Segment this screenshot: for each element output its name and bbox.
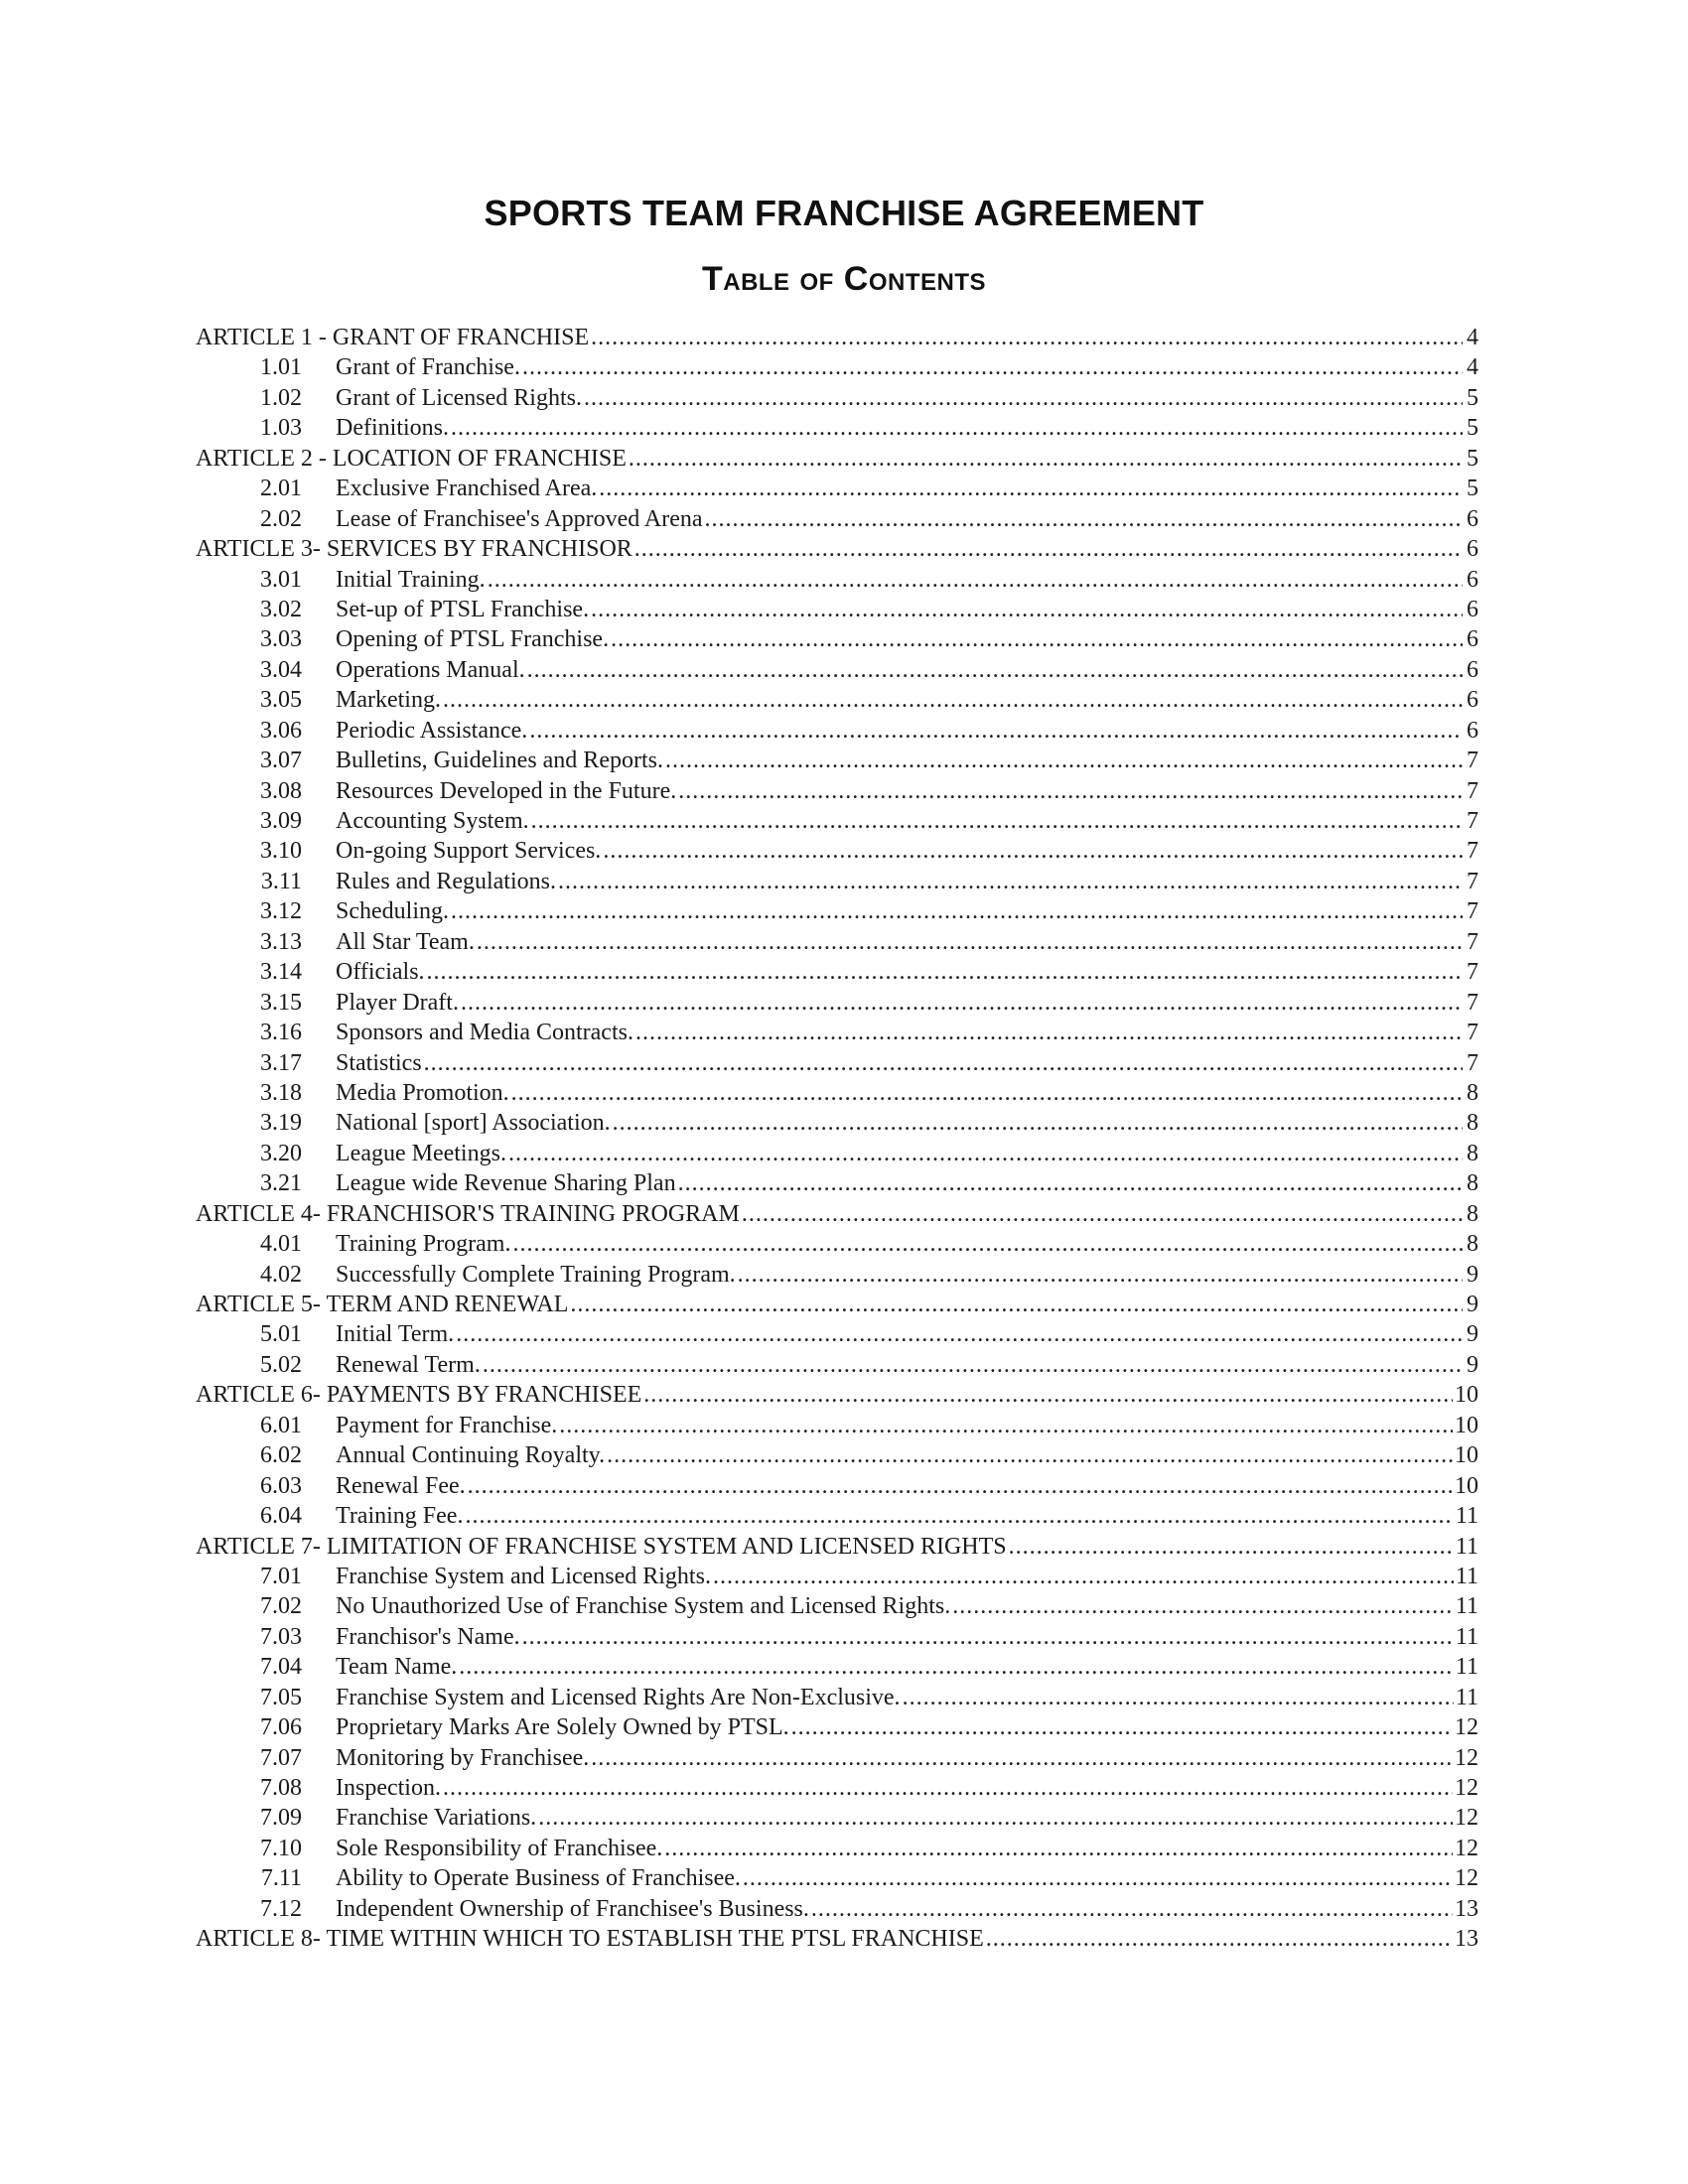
toc-section-entry[interactable]: [196, 1471, 1478, 1501]
toc-section-title: Marketing.: [336, 687, 441, 714]
dot-leader: [705, 504, 1463, 534]
dot-leader: [591, 595, 1463, 624]
dot-leader: [483, 1350, 1463, 1380]
toc-page-number: 7: [1467, 1020, 1478, 1046]
toc-article-entry[interactable]: [196, 1532, 1478, 1562]
toc-section-title: Statistics: [336, 1049, 422, 1076]
toc-section-number: 3.14: [260, 959, 302, 986]
toc-page-number: 9: [1467, 1261, 1478, 1288]
toc-section-entry[interactable]: [196, 1562, 1478, 1591]
toc-section-title: Rules and Regulations.: [336, 868, 556, 894]
toc-section-title: National [sport] Association.: [336, 1110, 611, 1137]
toc-page-number: 6: [1467, 717, 1478, 744]
dot-leader: [634, 534, 1463, 564]
toc-section-number: 6.01: [260, 1412, 302, 1438]
dot-leader: [508, 1139, 1463, 1168]
toc-section-number: 7.04: [260, 1654, 302, 1681]
toc-page-number: 11: [1455, 1684, 1478, 1710]
dot-leader: [456, 1319, 1463, 1349]
toc-section-entry[interactable]: [196, 655, 1478, 685]
toc-page-number: 12: [1455, 1714, 1478, 1741]
toc-section-entry[interactable]: [196, 957, 1478, 987]
toc-page-number: 9: [1467, 1292, 1478, 1317]
dot-leader: [743, 1863, 1453, 1893]
toc-section-entry[interactable]: [196, 1712, 1478, 1742]
toc-section-title: Training Fee.: [336, 1503, 464, 1530]
dot-leader: [603, 836, 1463, 866]
toc-article-entry[interactable]: [196, 1380, 1478, 1410]
toc-section-entry[interactable]: [196, 1652, 1478, 1682]
toc-section-number: 3.05: [260, 687, 302, 714]
toc-section-title: Opening of PTSL Franchise.: [336, 626, 610, 653]
toc-page-number: 11: [1455, 1503, 1478, 1530]
toc-section-entry[interactable]: [196, 413, 1478, 443]
dot-leader: [635, 1018, 1463, 1047]
toc-page-number: 12: [1455, 1775, 1478, 1801]
toc-page-number: 5: [1467, 415, 1478, 442]
toc-section-number: 3.17: [260, 1049, 302, 1076]
toc-section-title: Franchise System and Licensed Rights.: [336, 1563, 711, 1589]
toc-section-number: 2.02: [260, 505, 302, 532]
toc-page-number: 7: [1467, 928, 1478, 955]
toc-section-number: 3.04: [260, 656, 302, 683]
toc-section-title: Initial Term.: [336, 1321, 455, 1348]
toc-section-title: Renewal Term.: [336, 1351, 481, 1378]
toc-section-title: Resources Developed in the Future.: [336, 777, 677, 804]
toc-page-number: 6: [1467, 687, 1478, 714]
toc-page-number: 6: [1467, 626, 1478, 653]
dot-leader: [512, 1229, 1463, 1259]
toc-section-entry[interactable]: [196, 474, 1478, 503]
dot-leader: [424, 1048, 1463, 1078]
toc-section-title: Grant of Franchise.: [336, 354, 520, 381]
dot-leader: [451, 413, 1463, 443]
toc-section-entry[interactable]: [196, 1168, 1478, 1198]
toc-section-number: 3.15: [260, 989, 302, 1016]
toc-section-title: Grant of Licensed Rights.: [336, 384, 582, 411]
toc-page-number: 7: [1467, 808, 1478, 834]
dot-leader: [713, 1562, 1454, 1591]
toc-section-title: Successfully Complete Training Program.: [336, 1261, 736, 1288]
dot-leader: [1009, 1532, 1454, 1562]
dot-leader: [451, 896, 1463, 926]
toc-section-number: 3.01: [260, 566, 302, 593]
toc-article-title: ARTICLE 5- TERM AND RENEWAL: [196, 1292, 569, 1317]
toc-section-number: 7.02: [260, 1593, 302, 1620]
toc-section-number: 7.11: [260, 1865, 302, 1892]
table-of-contents: [196, 323, 1478, 1955]
dot-leader: [811, 1894, 1453, 1924]
dot-leader: [443, 685, 1463, 715]
toc-section-number: 3.06: [260, 717, 302, 744]
toc-page-number: 8: [1467, 1110, 1478, 1137]
toc-page-number: 7: [1467, 989, 1478, 1016]
toc-section-title: League Meetings.: [336, 1140, 506, 1166]
dot-leader: [903, 1683, 1454, 1712]
toc-section-entry[interactable]: [196, 1229, 1478, 1259]
toc-section-entry[interactable]: [196, 988, 1478, 1018]
toc-section-number: 3.10: [260, 838, 302, 865]
toc-section-title: Franchisor's Name.: [336, 1623, 520, 1650]
toc-section-entry[interactable]: [196, 1863, 1478, 1893]
toc-article-title: ARTICLE 2 - LOCATION OF FRANCHISE: [196, 445, 627, 472]
toc-article-title: ARTICLE 1 - GRANT OF FRANCHISE: [196, 325, 590, 350]
toc-section-title: Officials.: [336, 959, 425, 986]
toc-page-number: 9: [1467, 1321, 1478, 1348]
dot-leader: [791, 1712, 1453, 1742]
toc-section-number: 7.09: [260, 1805, 302, 1832]
toc-page-number: 13: [1455, 1895, 1478, 1922]
toc-section-entry[interactable]: [196, 806, 1478, 836]
toc-section-title: Sponsors and Media Contracts.: [336, 1020, 633, 1046]
toc-section-title: Exclusive Franchised Area.: [336, 476, 598, 502]
toc-section-number: 7.01: [260, 1563, 302, 1589]
toc-section-number: 3.19: [260, 1110, 302, 1137]
toc-section-entry[interactable]: [196, 352, 1478, 382]
toc-article-title: ARTICLE 3- SERVICES BY FRANCHISOR: [196, 536, 633, 563]
toc-section-entry[interactable]: [196, 1894, 1478, 1924]
toc-section-title: League wide Revenue Sharing Plan: [336, 1170, 676, 1197]
dot-leader: [461, 988, 1463, 1018]
document-title: SPORTS TEAM FRANCHISE AGREEMENT: [484, 193, 1204, 233]
toc-section-number: 6.02: [260, 1442, 302, 1469]
toc-section-number: 3.08: [260, 777, 302, 804]
toc-page-number: 7: [1467, 898, 1478, 925]
toc-section-number: 3.11: [260, 868, 302, 894]
toc-page-number: 7: [1467, 959, 1478, 986]
toc-section-number: 1.02: [260, 384, 302, 411]
toc-page-number: 8: [1467, 1079, 1478, 1106]
toc-section-title: Ability to Operate Business of Franchisee.: [336, 1865, 741, 1892]
dot-leader: [559, 1411, 1453, 1440]
toc-section-title: Monitoring by Franchisee.: [336, 1744, 590, 1771]
dot-leader: [607, 1440, 1453, 1470]
toc-page-number: 13: [1455, 1926, 1478, 1953]
toc-page-number: 5: [1467, 384, 1478, 411]
toc-page-number: 11: [1455, 1593, 1478, 1620]
toc-section-entry[interactable]: [196, 1501, 1478, 1531]
toc-section-number: 3.21: [260, 1170, 302, 1197]
toc-section-title: Initial Training.: [336, 566, 486, 593]
toc-section-entry[interactable]: [196, 1440, 1478, 1470]
toc-section-title: Scheduling.: [336, 898, 449, 925]
toc-section-title: Annual Continuing Royalty.: [336, 1442, 606, 1469]
dot-leader: [522, 1622, 1454, 1652]
toc-section-entry[interactable]: [196, 383, 1478, 413]
toc-section-entry[interactable]: [196, 1260, 1478, 1290]
dot-leader: [613, 1108, 1463, 1138]
toc-section-number: 7.07: [260, 1744, 302, 1771]
toc-section-entry[interactable]: [196, 1773, 1478, 1803]
toc-page-number: 12: [1455, 1865, 1478, 1892]
toc-section-entry[interactable]: [196, 1018, 1478, 1047]
toc-article-title: ARTICLE 7- LIMITATION OF FRANCHISE SYSTEM AND LICENSED RIGHTS: [196, 1533, 1007, 1560]
toc-article-entry[interactable]: [196, 1199, 1478, 1229]
toc-page-number: 6: [1467, 656, 1478, 683]
toc-page-number: 7: [1467, 748, 1478, 774]
toc-section-entry[interactable]: [196, 836, 1478, 866]
toc-section-entry[interactable]: [196, 1350, 1478, 1380]
dot-leader: [465, 1501, 1453, 1531]
toc-section-number: 7.03: [260, 1623, 302, 1650]
toc-section-title: Periodic Assistance.: [336, 717, 528, 744]
toc-section-number: 7.06: [260, 1714, 302, 1741]
toc-section-entry[interactable]: [196, 565, 1478, 595]
toc-section-title: Sole Responsibility of Franchisee.: [336, 1835, 663, 1861]
toc-section-title: Accounting System.: [336, 808, 529, 834]
toc-section-title: Team Name.: [336, 1654, 458, 1681]
toc-page-number: 11: [1455, 1533, 1478, 1560]
toc-section-entry[interactable]: [196, 1078, 1478, 1108]
toc-section-number: 3.09: [260, 808, 302, 834]
dot-leader: [611, 624, 1463, 654]
toc-page-number: 5: [1467, 476, 1478, 502]
toc-section-title: Payment for Franchise.: [336, 1412, 558, 1438]
toc-page-number: 11: [1455, 1654, 1478, 1681]
dot-leader: [664, 1834, 1453, 1863]
toc-section-number: 5.01: [260, 1321, 302, 1348]
dot-leader: [522, 352, 1463, 382]
toc-article-entry[interactable]: [196, 1290, 1478, 1319]
toc-article-title: ARTICLE 4- FRANCHISOR'S TRAINING PROGRAM: [196, 1200, 740, 1227]
toc-page-number: 6: [1467, 505, 1478, 532]
toc-page-number: 8: [1467, 1140, 1478, 1166]
dot-leader: [558, 867, 1463, 896]
toc-section-title: Operations Manual.: [336, 656, 525, 683]
toc-section-number: 3.07: [260, 748, 302, 774]
dot-leader: [665, 746, 1463, 775]
toc-section-entry[interactable]: [196, 624, 1478, 654]
toc-section-number: 5.02: [260, 1351, 302, 1378]
toc-page-number: 10: [1455, 1472, 1478, 1499]
toc-section-title: All Star Team.: [336, 928, 475, 955]
toc-section-title: Media Promotion.: [336, 1079, 509, 1106]
toc-section-number: 7.10: [260, 1835, 302, 1861]
dot-leader: [678, 1168, 1463, 1198]
toc-section-number: 7.08: [260, 1775, 302, 1801]
toc-section-title: Player Draft.: [336, 989, 459, 1016]
toc-section-entry[interactable]: [196, 1803, 1478, 1833]
toc-section-title: Bulletins, Guidelines and Reports.: [336, 748, 663, 774]
toc-section-number: 6.04: [260, 1503, 302, 1530]
toc-page-number: 10: [1455, 1412, 1478, 1438]
dot-leader: [511, 1078, 1463, 1108]
toc-page-number: 7: [1467, 777, 1478, 804]
toc-heading: Table of Contents: [701, 260, 987, 298]
dot-leader: [738, 1260, 1463, 1290]
toc-section-entry[interactable]: [196, 776, 1478, 806]
toc-section-entry[interactable]: [196, 716, 1478, 746]
toc-page-number: 7: [1467, 838, 1478, 865]
toc-page-number: 12: [1455, 1805, 1478, 1832]
dot-leader: [599, 474, 1463, 503]
toc-page-number: 4: [1467, 325, 1478, 350]
toc-section-title: Renewal Fee.: [336, 1472, 466, 1499]
toc-section-entry[interactable]: [196, 927, 1478, 957]
toc-page-number: 8: [1467, 1231, 1478, 1258]
toc-section-entry[interactable]: [196, 1411, 1478, 1440]
toc-section-title: Franchise System and Licensed Rights Are Non-Exclusive.: [336, 1684, 901, 1710]
toc-page-number: 11: [1455, 1563, 1478, 1589]
toc-page-number: 8: [1467, 1170, 1478, 1197]
toc-section-entry[interactable]: [196, 685, 1478, 715]
toc-article-entry[interactable]: [196, 1924, 1478, 1954]
toc-section-entry[interactable]: [196, 1319, 1478, 1349]
toc-section-number: 3.16: [260, 1020, 302, 1046]
toc-section-number: 3.18: [260, 1079, 302, 1106]
toc-section-title: No Unauthorized Use of Franchise System and Licensed Rights.: [336, 1593, 951, 1620]
toc-section-title: Set-up of PTSL Franchise.: [336, 596, 590, 622]
toc-section-title: Independent Ownership of Franchisee's Business.: [336, 1895, 809, 1922]
toc-article-title: ARTICLE 6- PAYMENTS BY FRANCHISEE: [196, 1382, 642, 1409]
dot-leader: [584, 383, 1463, 413]
toc-section-number: 3.12: [260, 898, 302, 925]
toc-section-number: 3.02: [260, 596, 302, 622]
toc-section-title: Training Program.: [336, 1231, 511, 1258]
toc-section-entry[interactable]: [196, 1591, 1478, 1621]
toc-section-number: 7.12: [260, 1895, 302, 1922]
dot-leader: [742, 1199, 1463, 1229]
dot-leader: [477, 927, 1463, 957]
toc-section-title: Definitions.: [336, 415, 449, 442]
toc-section-entry[interactable]: [196, 1048, 1478, 1078]
toc-page-number: 7: [1467, 1049, 1478, 1076]
toc-section-entry[interactable]: [196, 1834, 1478, 1863]
toc-section-number: 7.05: [260, 1684, 302, 1710]
toc-page-number: 6: [1467, 566, 1478, 593]
toc-section-entry[interactable]: [196, 1108, 1478, 1138]
toc-section-entry[interactable]: [196, 1743, 1478, 1773]
toc-section-title: Inspection.: [336, 1775, 441, 1801]
toc-section-entry[interactable]: [196, 746, 1478, 775]
toc-section-entry[interactable]: [196, 867, 1478, 896]
dot-leader: [468, 1471, 1453, 1501]
dot-leader: [443, 1773, 1453, 1803]
toc-page-number: 11: [1455, 1623, 1478, 1650]
toc-page-number: 7: [1467, 868, 1478, 894]
dot-leader: [643, 1380, 1453, 1410]
toc-section-number: 3.03: [260, 626, 302, 653]
toc-page-number: 10: [1455, 1382, 1478, 1409]
toc-section-entry[interactable]: [196, 1622, 1478, 1652]
dot-leader: [459, 1652, 1454, 1682]
toc-page-number: 10: [1455, 1442, 1478, 1469]
toc-section-number: 4.01: [260, 1231, 302, 1258]
toc-section-number: 1.03: [260, 415, 302, 442]
toc-page-number: 4: [1467, 354, 1478, 381]
toc-page-number: 9: [1467, 1351, 1478, 1378]
toc-article-entry[interactable]: [196, 444, 1478, 474]
dot-leader: [488, 565, 1463, 595]
toc-section-number: 1.01: [260, 354, 302, 381]
toc-section-entry[interactable]: [196, 1683, 1478, 1712]
toc-page-number: 8: [1467, 1200, 1478, 1227]
toc-section-entry[interactable]: [196, 1139, 1478, 1168]
toc-page-number: 6: [1467, 596, 1478, 622]
dot-leader: [529, 716, 1463, 746]
toc-section-entry[interactable]: [196, 595, 1478, 624]
dot-leader: [678, 776, 1463, 806]
toc-section-title: Lease of Franchisee's Approved Arena: [336, 505, 703, 532]
toc-section-title: On-going Support Services.: [336, 838, 602, 865]
toc-section-entry[interactable]: [196, 896, 1478, 926]
dot-leader: [527, 655, 1463, 685]
toc-page-number: 6: [1467, 536, 1478, 563]
toc-section-number: 6.03: [260, 1472, 302, 1499]
toc-article-entry[interactable]: [196, 323, 1478, 352]
dot-leader: [427, 957, 1463, 987]
dot-leader: [570, 1290, 1463, 1319]
toc-article-entry[interactable]: [196, 534, 1478, 564]
dot-leader: [538, 1803, 1453, 1833]
toc-page-number: 12: [1455, 1744, 1478, 1771]
toc-page-number: 12: [1455, 1835, 1478, 1861]
toc-article-title: ARTICLE 8- TIME WITHIN WHICH TO ESTABLISH THE PTSL FRANCHISE: [196, 1926, 984, 1953]
dot-leader: [629, 444, 1463, 474]
toc-section-title: Proprietary Marks Are Solely Owned by PTSL.: [336, 1714, 789, 1741]
dot-leader: [591, 323, 1463, 352]
toc-section-entry[interactable]: [196, 504, 1478, 534]
toc-page-number: 5: [1467, 445, 1478, 472]
toc-section-number: 2.01: [260, 476, 302, 502]
dot-leader: [531, 806, 1463, 836]
toc-section-number: 3.20: [260, 1140, 302, 1166]
toc-section-title: Franchise Variations.: [336, 1805, 537, 1832]
dot-leader: [591, 1743, 1453, 1773]
toc-section-number: 4.02: [260, 1261, 302, 1288]
dot-leader: [986, 1924, 1453, 1954]
toc-section-number: 3.13: [260, 928, 302, 955]
dot-leader: [952, 1591, 1454, 1621]
